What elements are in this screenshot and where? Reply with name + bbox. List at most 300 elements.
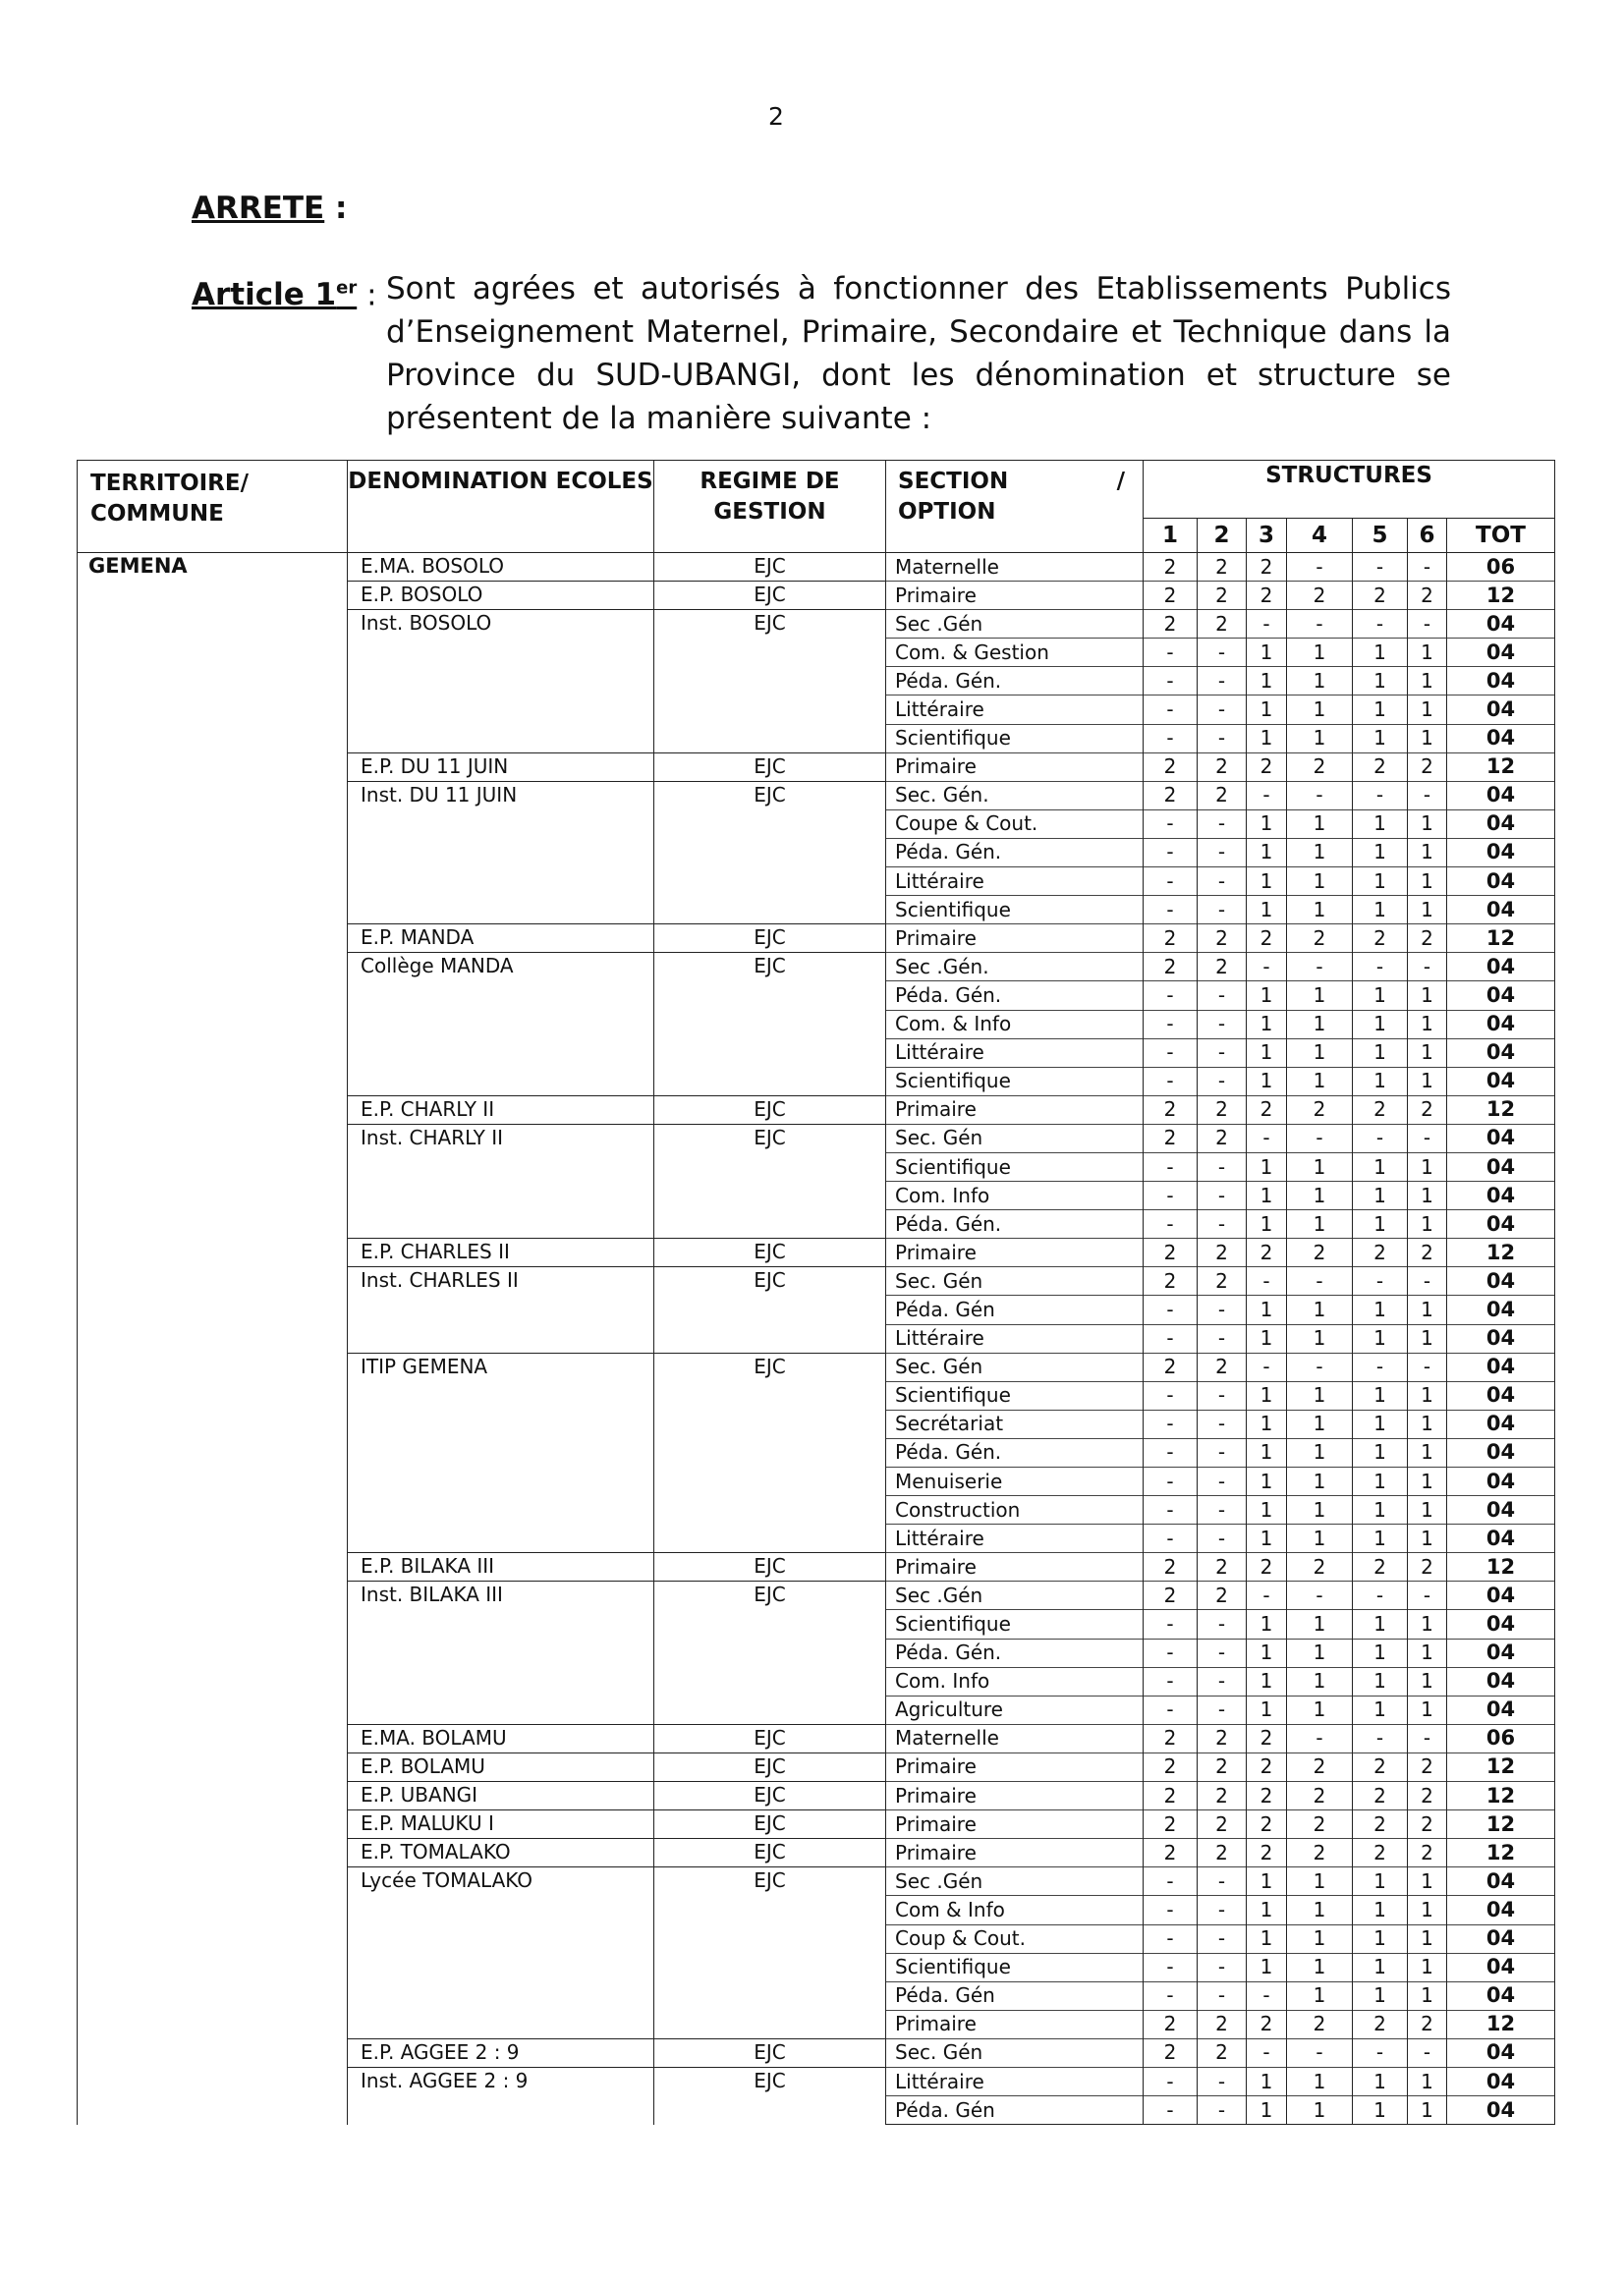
year-5-cell: 2 <box>1353 752 1408 781</box>
total-cell: 04 <box>1447 695 1555 724</box>
year-1-cell: - <box>1144 809 1198 838</box>
school-name-cell: E.MA. BOSOLO <box>348 553 654 582</box>
article-colon: : <box>366 277 377 313</box>
year-4-cell: 1 <box>1287 1410 1353 1438</box>
year-1-cell: 2 <box>1144 1782 1198 1810</box>
total-cell: 04 <box>1447 1353 1555 1381</box>
header-year-2: 2 <box>1198 519 1247 553</box>
section-cell: Primaire <box>886 582 1144 610</box>
year-1-cell: - <box>1144 1667 1198 1696</box>
section-cell: Littéraire <box>886 2067 1144 2095</box>
year-2-cell: 2 <box>1198 1782 1247 1810</box>
year-6-cell: 1 <box>1408 1438 1447 1467</box>
school-name-cell: E.P. CHARLY II <box>348 1095 654 1124</box>
year-1-cell: 2 <box>1144 1724 1198 1752</box>
year-6-cell: 1 <box>1408 1496 1447 1525</box>
year-6-cell: 1 <box>1408 667 1447 695</box>
total-cell: 12 <box>1447 752 1555 781</box>
year-4-cell: 1 <box>1287 2096 1353 2125</box>
year-1-cell: - <box>1144 1067 1198 1095</box>
year-5-cell: - <box>1353 610 1408 639</box>
year-1-cell: 2 <box>1144 1267 1198 1296</box>
year-1-cell: 2 <box>1144 2010 1198 2038</box>
year-3-cell: 2 <box>1247 1782 1287 1810</box>
year-4-cell: - <box>1287 1124 1353 1152</box>
year-6-cell: - <box>1408 1124 1447 1152</box>
year-2-cell: - <box>1198 981 1247 1010</box>
regime-cell: EJC <box>654 1839 886 1867</box>
section-cell: Scientifique <box>886 1953 1144 1981</box>
school-name-cell: E.P. MANDA <box>348 924 654 953</box>
section-cell: Scientifique <box>886 896 1144 924</box>
year-4-cell: 1 <box>1287 1696 1353 1724</box>
year-3-cell: 1 <box>1247 1067 1287 1095</box>
year-6-cell: 1 <box>1408 1924 1447 1953</box>
year-3-cell: 1 <box>1247 809 1287 838</box>
year-5-cell: 1 <box>1353 1867 1408 1896</box>
year-2-cell: - <box>1198 809 1247 838</box>
year-3-cell: 2 <box>1247 752 1287 781</box>
year-6-cell: 1 <box>1408 1038 1447 1067</box>
total-cell: 04 <box>1447 1324 1555 1353</box>
section-cell: Scientifique <box>886 1152 1144 1181</box>
total-cell: 12 <box>1447 1095 1555 1124</box>
year-4-cell: 1 <box>1287 1067 1353 1095</box>
year-1-cell: - <box>1144 981 1198 1010</box>
year-3-cell: 2 <box>1247 1839 1287 1867</box>
year-2-cell: - <box>1198 1610 1247 1639</box>
year-4-cell: 1 <box>1287 1981 1353 2010</box>
year-1-cell: - <box>1144 1010 1198 1038</box>
year-1-cell: 2 <box>1144 1239 1198 1267</box>
section-cell: Sec. Gén <box>886 2038 1144 2067</box>
total-cell: 04 <box>1447 1124 1555 1152</box>
year-4-cell: 2 <box>1287 1752 1353 1781</box>
section-cell: Sec. Gén <box>886 1124 1144 1152</box>
year-6-cell: 1 <box>1408 981 1447 1010</box>
article-label-text: Article 1er <box>192 277 358 313</box>
year-3-cell: 1 <box>1247 1152 1287 1181</box>
year-1-cell: 2 <box>1144 1353 1198 1381</box>
year-6-cell: 2 <box>1408 924 1447 953</box>
regime-cell: EJC <box>654 1553 886 1582</box>
year-5-cell: 1 <box>1353 981 1408 1010</box>
year-3-cell: 1 <box>1247 2096 1287 2125</box>
total-cell: 04 <box>1447 1924 1555 1953</box>
section-cell: Péda. Gén. <box>886 1438 1144 1467</box>
year-2-cell: - <box>1198 1010 1247 1038</box>
year-4-cell: 1 <box>1287 1210 1353 1239</box>
year-6-cell: - <box>1408 1353 1447 1381</box>
year-2-cell: 2 <box>1198 1724 1247 1752</box>
section-cell: Primaire <box>886 1752 1144 1781</box>
school-name-cell: Collège MANDA <box>348 953 654 1095</box>
year-1-cell: - <box>1144 1324 1198 1353</box>
year-6-cell: 1 <box>1408 724 1447 752</box>
regime-cell: EJC <box>654 1124 886 1238</box>
year-2-cell: - <box>1198 1038 1247 1067</box>
regime-cell: EJC <box>654 1867 886 2039</box>
year-2-cell: - <box>1198 1639 1247 1667</box>
year-3-cell: 1 <box>1247 1182 1287 1210</box>
year-2-cell: - <box>1198 838 1247 866</box>
header-denomination: DENOMINATION ECOLES <box>348 461 654 553</box>
header-year-6: 6 <box>1408 519 1447 553</box>
year-6-cell: 1 <box>1408 1468 1447 1496</box>
year-5-cell: - <box>1353 1724 1408 1752</box>
regime-cell: EJC <box>654 1582 886 1724</box>
year-2-cell: 2 <box>1198 553 1247 582</box>
year-4-cell: 1 <box>1287 1038 1353 1067</box>
year-5-cell: 2 <box>1353 1095 1408 1124</box>
year-1-cell: - <box>1144 1981 1198 2010</box>
year-1-cell: 2 <box>1144 953 1198 981</box>
article-body: Sont agrées et autorisés à fonctionner des Etablissements Publics d’Enseignement Maternel, Primaire, Secondaire et Technique dans la Province du SUD-UBANGI, dont les dénomination et structure se présentent de la manière suivante : <box>386 271 1451 436</box>
year-6-cell: 1 <box>1408 1610 1447 1639</box>
year-4-cell: 1 <box>1287 2067 1353 2095</box>
year-1-cell: - <box>1144 667 1198 695</box>
year-3-cell: 1 <box>1247 1525 1287 1553</box>
year-3-cell: 1 <box>1247 2067 1287 2095</box>
year-3-cell: 1 <box>1247 1324 1287 1353</box>
year-5-cell: 1 <box>1353 639 1408 667</box>
year-3-cell: 1 <box>1247 1639 1287 1667</box>
year-3-cell: - <box>1247 610 1287 639</box>
total-cell: 04 <box>1447 1152 1555 1181</box>
year-5-cell: 1 <box>1353 1496 1408 1525</box>
year-2-cell: - <box>1198 1410 1247 1438</box>
year-1-cell: 2 <box>1144 582 1198 610</box>
year-1-cell: - <box>1144 695 1198 724</box>
total-cell: 04 <box>1447 1410 1555 1438</box>
year-6-cell: - <box>1408 610 1447 639</box>
year-2-cell: 2 <box>1198 1752 1247 1781</box>
year-5-cell: 1 <box>1353 1067 1408 1095</box>
section-cell: Péda. Gén. <box>886 981 1144 1010</box>
total-cell: 04 <box>1447 1010 1555 1038</box>
year-3-cell: 1 <box>1247 1210 1287 1239</box>
year-5-cell: 1 <box>1353 867 1408 896</box>
year-6-cell: 2 <box>1408 1095 1447 1124</box>
header-option: OPTION <box>898 499 996 525</box>
regime-cell: EJC <box>654 1810 886 1839</box>
year-3-cell: 1 <box>1247 1667 1287 1696</box>
section-cell: Péda. Gén <box>886 1296 1144 1324</box>
year-2-cell: - <box>1198 1381 1247 1410</box>
year-4-cell: 1 <box>1287 809 1353 838</box>
year-5-cell: 1 <box>1353 1324 1408 1353</box>
total-cell: 04 <box>1447 1896 1555 1924</box>
school-name-cell: Inst. CHARLY II <box>348 1124 654 1238</box>
total-cell: 12 <box>1447 1752 1555 1781</box>
total-cell: 04 <box>1447 1667 1555 1696</box>
year-4-cell: 1 <box>1287 667 1353 695</box>
section-cell: Littéraire <box>886 1525 1144 1553</box>
year-5-cell: 2 <box>1353 1553 1408 1582</box>
year-5-cell: 1 <box>1353 1924 1408 1953</box>
section-cell: Menuiserie <box>886 1468 1144 1496</box>
regime-cell: EJC <box>654 1752 886 1781</box>
section-cell: Péda. Gén. <box>886 667 1144 695</box>
year-2-cell: - <box>1198 2067 1247 2095</box>
year-3-cell: 1 <box>1247 1410 1287 1438</box>
year-1-cell: - <box>1144 1953 1198 1981</box>
year-2-cell: - <box>1198 896 1247 924</box>
year-2-cell: 2 <box>1198 1553 1247 1582</box>
year-4-cell: 1 <box>1287 1152 1353 1181</box>
total-cell: 04 <box>1447 639 1555 667</box>
year-1-cell: - <box>1144 1468 1198 1496</box>
school-name-cell: Inst. CHARLES II <box>348 1267 654 1353</box>
year-4-cell: 1 <box>1287 695 1353 724</box>
year-6-cell: 1 <box>1408 1010 1447 1038</box>
year-3-cell: 1 <box>1247 1381 1287 1410</box>
year-1-cell: - <box>1144 1696 1198 1724</box>
year-6-cell: - <box>1408 781 1447 809</box>
year-4-cell: - <box>1287 1353 1353 1381</box>
year-3-cell: 1 <box>1247 1896 1287 1924</box>
regime-cell: EJC <box>654 752 886 781</box>
year-4-cell: 2 <box>1287 752 1353 781</box>
year-6-cell: - <box>1408 553 1447 582</box>
total-cell: 04 <box>1447 1067 1555 1095</box>
total-cell: 04 <box>1447 953 1555 981</box>
year-2-cell: - <box>1198 667 1247 695</box>
year-1-cell: - <box>1144 1438 1198 1467</box>
total-cell: 04 <box>1447 1610 1555 1639</box>
year-3-cell: 2 <box>1247 553 1287 582</box>
section-cell: Péda. Gén <box>886 2096 1144 2125</box>
year-3-cell: 1 <box>1247 896 1287 924</box>
year-2-cell: - <box>1198 1981 1247 2010</box>
article-superscript: er <box>336 278 358 299</box>
section-cell: Scientifique <box>886 1381 1144 1410</box>
year-1-cell: - <box>1144 1639 1198 1667</box>
year-4-cell: 1 <box>1287 1525 1353 1553</box>
year-2-cell: 2 <box>1198 953 1247 981</box>
year-5-cell: 1 <box>1353 1525 1408 1553</box>
decree-heading <box>192 191 347 226</box>
year-4-cell: - <box>1287 781 1353 809</box>
year-3-cell: 1 <box>1247 1010 1287 1038</box>
total-cell: 04 <box>1447 1038 1555 1067</box>
year-3-cell: 1 <box>1247 1296 1287 1324</box>
total-cell: 04 <box>1447 1696 1555 1724</box>
year-4-cell: 1 <box>1287 639 1353 667</box>
section-cell: Sec .Gén <box>886 610 1144 639</box>
year-2-cell: - <box>1198 1468 1247 1496</box>
total-cell: 06 <box>1447 1724 1555 1752</box>
year-2-cell: - <box>1198 1867 1247 1896</box>
year-2-cell: - <box>1198 2096 1247 2125</box>
year-6-cell: 2 <box>1408 752 1447 781</box>
year-4-cell: 1 <box>1287 1381 1353 1410</box>
table-header <box>78 461 1555 553</box>
year-6-cell: 1 <box>1408 1867 1447 1896</box>
year-6-cell: 1 <box>1408 1152 1447 1181</box>
year-5-cell: - <box>1353 1124 1408 1152</box>
regime-cell: EJC <box>654 924 886 953</box>
school-name-cell: Inst. BOSOLO <box>348 610 654 752</box>
total-cell: 04 <box>1447 809 1555 838</box>
year-1-cell: - <box>1144 1924 1198 1953</box>
year-1-cell: 2 <box>1144 781 1198 809</box>
year-4-cell: 2 <box>1287 1095 1353 1124</box>
section-cell: Sec. Gén <box>886 1353 1144 1381</box>
year-3-cell: 2 <box>1247 1553 1287 1582</box>
year-2-cell: - <box>1198 1438 1247 1467</box>
total-cell: 04 <box>1447 610 1555 639</box>
year-3-cell: 2 <box>1247 1095 1287 1124</box>
territory-cell: GEMENA <box>78 553 348 2125</box>
total-cell: 04 <box>1447 1867 1555 1896</box>
total-cell: 04 <box>1447 1582 1555 1610</box>
section-cell: Secrétariat <box>886 1410 1144 1438</box>
year-2-cell: - <box>1198 1696 1247 1724</box>
year-5-cell: 2 <box>1353 1782 1408 1810</box>
year-1-cell: 2 <box>1144 1839 1198 1867</box>
year-5-cell: 1 <box>1353 1296 1408 1324</box>
year-5-cell: 1 <box>1353 2096 1408 2125</box>
year-1-cell: 2 <box>1144 1095 1198 1124</box>
year-1-cell: - <box>1144 1182 1198 1210</box>
year-1-cell: 2 <box>1144 2038 1198 2067</box>
year-3-cell: - <box>1247 1582 1287 1610</box>
section-cell: Maternelle <box>886 1724 1144 1752</box>
year-3-cell: 2 <box>1247 2010 1287 2038</box>
year-2-cell: - <box>1198 1667 1247 1696</box>
year-1-cell: - <box>1144 1410 1198 1438</box>
total-cell: 04 <box>1447 2067 1555 2095</box>
section-cell: Scientifique <box>886 724 1144 752</box>
year-3-cell: - <box>1247 953 1287 981</box>
year-1-cell: 2 <box>1144 553 1198 582</box>
year-1-cell: - <box>1144 1038 1198 1067</box>
total-cell: 04 <box>1447 781 1555 809</box>
year-5-cell: 1 <box>1353 1696 1408 1724</box>
year-6-cell: 2 <box>1408 2010 1447 2038</box>
school-name-cell: E.MA. BOLAMU <box>348 1724 654 1752</box>
year-5-cell: 1 <box>1353 1667 1408 1696</box>
year-2-cell: 2 <box>1198 610 1247 639</box>
year-2-cell: 2 <box>1198 1839 1247 1867</box>
year-6-cell: 1 <box>1408 1210 1447 1239</box>
year-6-cell: 1 <box>1408 1696 1447 1724</box>
section-cell: Littéraire <box>886 695 1144 724</box>
section-cell: Com. Info <box>886 1667 1144 1696</box>
year-1-cell: 2 <box>1144 1553 1198 1582</box>
year-6-cell: 1 <box>1408 695 1447 724</box>
total-cell: 12 <box>1447 1239 1555 1267</box>
total-cell: 12 <box>1447 1839 1555 1867</box>
year-4-cell: 2 <box>1287 1239 1353 1267</box>
year-6-cell: 1 <box>1408 1639 1447 1667</box>
header-year-1: 1 <box>1144 519 1198 553</box>
header-section: SECTION <box>898 469 1009 494</box>
regime-cell: EJC <box>654 781 886 923</box>
year-5-cell: - <box>1353 1582 1408 1610</box>
section-cell: Sec. Gén. <box>886 781 1144 809</box>
regime-cell: EJC <box>654 1239 886 1267</box>
year-6-cell: 1 <box>1408 1667 1447 1696</box>
article-label <box>192 267 377 316</box>
year-1-cell: - <box>1144 639 1198 667</box>
year-3-cell: 2 <box>1247 582 1287 610</box>
year-5-cell: - <box>1353 953 1408 981</box>
total-cell: 12 <box>1447 1553 1555 1582</box>
table-body <box>78 553 1555 2125</box>
header-total: TOT <box>1447 519 1555 553</box>
year-2-cell: 2 <box>1198 582 1247 610</box>
year-1-cell: - <box>1144 1867 1198 1896</box>
year-5-cell: 2 <box>1353 1839 1408 1867</box>
year-3-cell: - <box>1247 1267 1287 1296</box>
section-cell: Primaire <box>886 1782 1144 1810</box>
year-1-cell: - <box>1144 1152 1198 1181</box>
schools-table <box>77 460 1555 2125</box>
year-5-cell: 1 <box>1353 809 1408 838</box>
year-6-cell: 2 <box>1408 1752 1447 1781</box>
school-name-cell: E.P. CHARLES II <box>348 1239 654 1267</box>
year-3-cell: 1 <box>1247 1496 1287 1525</box>
year-1-cell: - <box>1144 838 1198 866</box>
year-2-cell: - <box>1198 1296 1247 1324</box>
year-2-cell: - <box>1198 867 1247 896</box>
year-4-cell: - <box>1287 2038 1353 2067</box>
year-5-cell: 1 <box>1353 1410 1408 1438</box>
year-2-cell: 2 <box>1198 2038 1247 2067</box>
year-4-cell: 1 <box>1287 724 1353 752</box>
year-4-cell: 2 <box>1287 1782 1353 1810</box>
year-6-cell: 1 <box>1408 2067 1447 2095</box>
year-5-cell: - <box>1353 781 1408 809</box>
year-5-cell: 1 <box>1353 667 1408 695</box>
header-regime: REGIME DE GESTION <box>654 461 886 553</box>
header-year-5: 5 <box>1353 519 1408 553</box>
year-5-cell: 2 <box>1353 2010 1408 2038</box>
year-4-cell: 1 <box>1287 981 1353 1010</box>
year-6-cell: 1 <box>1408 896 1447 924</box>
year-5-cell: 2 <box>1353 924 1408 953</box>
total-cell: 04 <box>1447 1296 1555 1324</box>
year-2-cell: 2 <box>1198 1239 1247 1267</box>
year-6-cell: 2 <box>1408 1810 1447 1839</box>
total-cell: 04 <box>1447 1639 1555 1667</box>
heading-word: ARRETE <box>192 191 325 226</box>
year-6-cell: 2 <box>1408 1782 1447 1810</box>
year-2-cell: 2 <box>1198 1095 1247 1124</box>
year-4-cell: 1 <box>1287 838 1353 866</box>
section-cell: Primaire <box>886 1839 1144 1867</box>
year-4-cell: 1 <box>1287 1896 1353 1924</box>
year-2-cell: - <box>1198 1067 1247 1095</box>
year-5-cell: 1 <box>1353 1210 1408 1239</box>
year-2-cell: - <box>1198 1896 1247 1924</box>
section-cell: Sec .Gén <box>886 1582 1144 1610</box>
year-1-cell: 2 <box>1144 1582 1198 1610</box>
year-2-cell: - <box>1198 1324 1247 1353</box>
total-cell: 12 <box>1447 2010 1555 2038</box>
school-name-cell: Lycée TOMALAKO <box>348 1867 654 2039</box>
total-cell: 04 <box>1447 981 1555 1010</box>
year-5-cell: - <box>1353 1267 1408 1296</box>
total-cell: 04 <box>1447 838 1555 866</box>
total-cell: 04 <box>1447 1381 1555 1410</box>
school-name-cell: E.P. AGGEE 2 : 9 <box>348 2038 654 2067</box>
year-2-cell: - <box>1198 1182 1247 1210</box>
total-cell: 04 <box>1447 1496 1555 1525</box>
year-3-cell: 1 <box>1247 724 1287 752</box>
